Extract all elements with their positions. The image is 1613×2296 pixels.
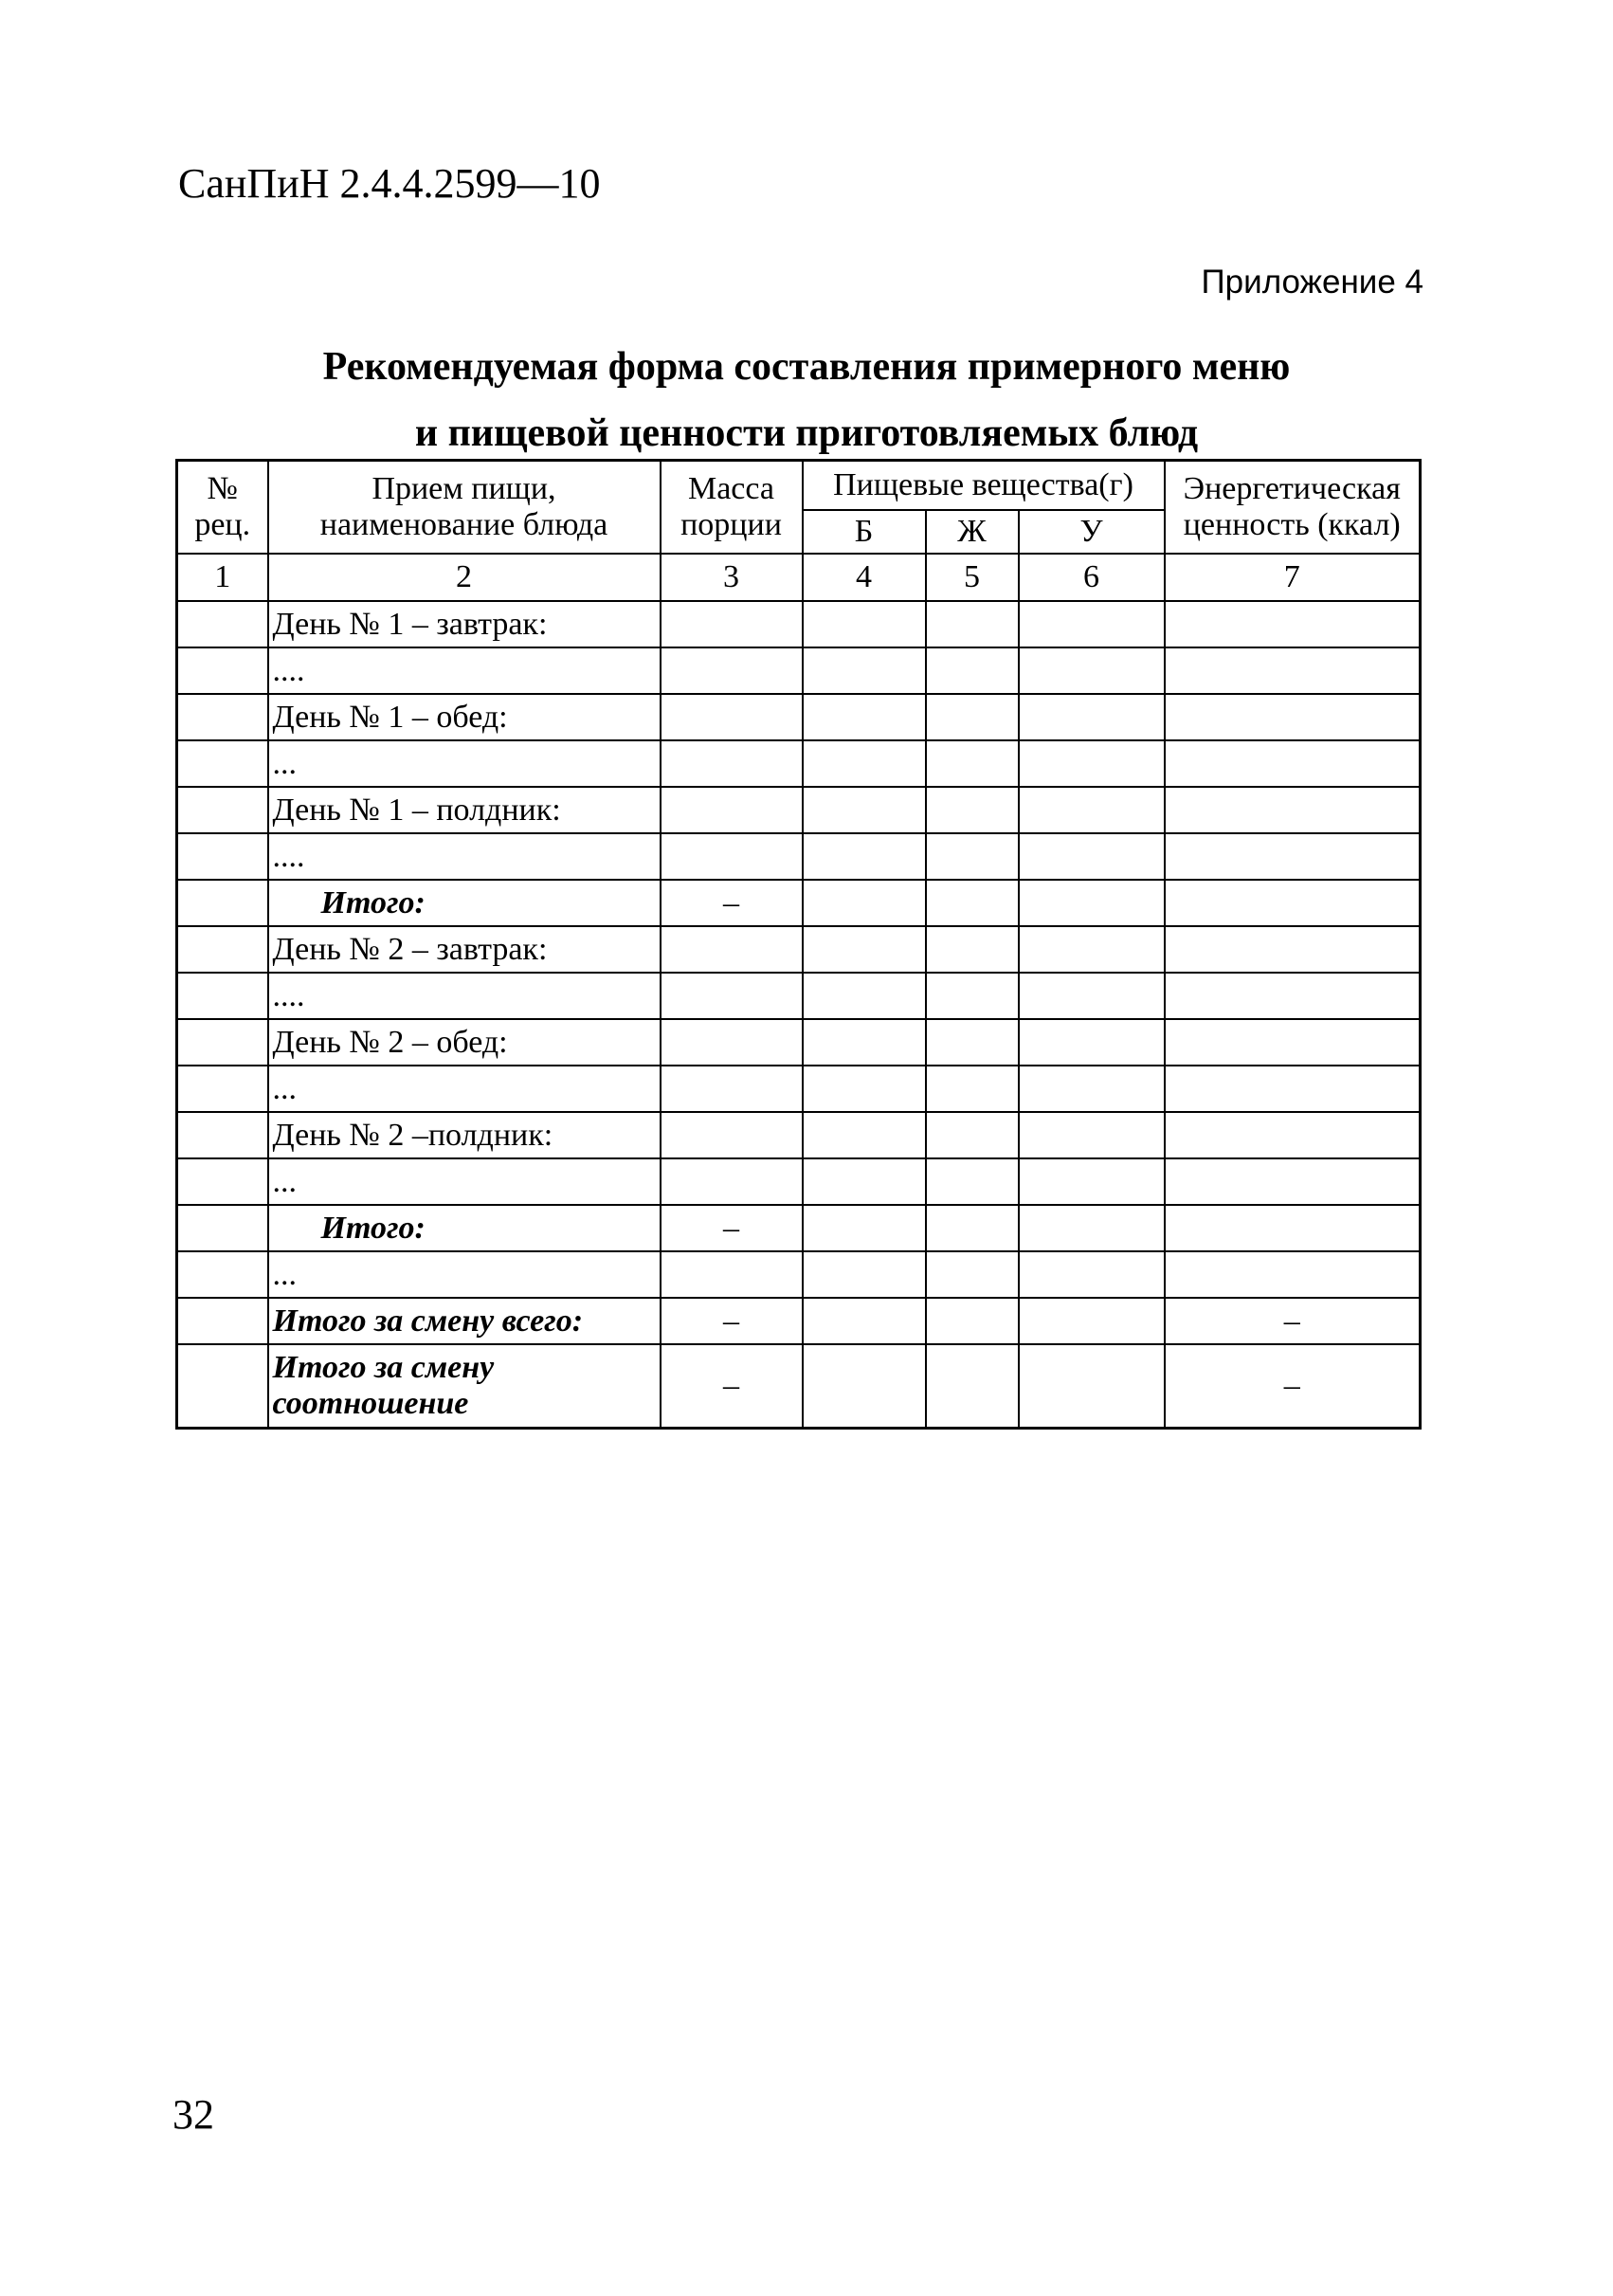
subtotal-row [177,880,1421,926]
protein-cell [803,1344,926,1429]
table-row [177,926,1421,973]
mass-cell [661,647,803,694]
protein-cell [803,647,926,694]
carbs-cell [1019,787,1165,833]
appendix-label: Приложение 4 [1201,264,1423,301]
carbs-cell [1019,1112,1165,1158]
col-header-meal: Прием пищи, наименование блюда [268,461,661,555]
carbs-cell [1019,740,1165,787]
table-row [177,647,1421,694]
protein-cell [803,833,926,880]
energy-cell [1165,1251,1421,1298]
mass-cell [661,1112,803,1158]
protein-cell [803,787,926,833]
energy-cell [1165,694,1421,740]
page-title [0,334,1613,466]
energy-cell [1165,647,1421,694]
rec-no-cell [177,1298,268,1344]
carbs-cell [1019,1019,1165,1066]
fat-cell [926,740,1019,787]
col-header-fat: Ж [926,510,1019,554]
table-row [177,694,1421,740]
protein-cell [803,1066,926,1112]
column-number: 2 [268,554,661,601]
carbs-cell [1019,1205,1165,1251]
rec-no-cell [177,1251,268,1298]
meal-name-cell: День № 2 – обед: [268,1019,661,1066]
fat-cell [926,1019,1019,1066]
fat-cell [926,787,1019,833]
energy-cell [1165,740,1421,787]
carbs-cell [1019,647,1165,694]
mass-cell: – [661,1298,803,1344]
col-header-nutrients: Пищевые вещества(г) [803,461,1165,511]
fat-cell [926,647,1019,694]
fat-cell [926,833,1019,880]
energy-cell [1165,973,1421,1019]
carbs-cell [1019,1298,1165,1344]
mass-cell [661,973,803,1019]
ratio-row [177,1344,1421,1429]
carbs-cell [1019,880,1165,926]
rec-no-cell [177,833,268,880]
meal-name-cell: ... [268,1066,661,1112]
mass-cell [661,926,803,973]
document-code: СанПиН 2.4.4.2599—10 [178,160,601,207]
meal-name-cell: День № 1 – обед: [268,694,661,740]
mass-cell [661,740,803,787]
protein-cell [803,1251,926,1298]
rec-no-cell [177,787,268,833]
fat-cell [926,1251,1019,1298]
table-row [177,1112,1421,1158]
protein-cell [803,1112,926,1158]
carbs-cell [1019,694,1165,740]
mass-cell [661,694,803,740]
table-row [177,1066,1421,1112]
fat-cell [926,1205,1019,1251]
mass-cell [661,833,803,880]
col-header-rec-no: № рец. [177,461,268,555]
rec-no-cell [177,647,268,694]
col-header-mass: Масса порции [661,461,803,555]
carbs-cell [1019,926,1165,973]
table-row [177,1019,1421,1066]
meal-name-cell: День № 1 – полдник: [268,787,661,833]
col-header-energy: Энергетическая ценность (ккал) [1165,461,1421,555]
meal-name-cell: День № 2 – завтрак: [268,926,661,973]
meal-name-cell: Итого: [268,1205,661,1251]
meal-name-cell: ... [268,1158,661,1205]
menu-table [175,459,1422,1430]
energy-cell [1165,1019,1421,1066]
meal-name-cell: День № 2 –полдник: [268,1112,661,1158]
mass-cell [661,787,803,833]
rec-no-cell [177,1158,268,1205]
mass-cell [661,1158,803,1205]
energy-cell: – [1165,1344,1421,1429]
carbs-cell [1019,973,1165,1019]
meal-name-cell: Итого за смену соотношение [268,1344,661,1429]
fat-cell [926,1298,1019,1344]
carbs-cell [1019,833,1165,880]
header-row-1 [177,461,1421,511]
column-number-row [177,554,1421,601]
mass-cell: – [661,1205,803,1251]
fat-cell [926,926,1019,973]
fat-cell [926,1344,1019,1429]
protein-cell [803,926,926,973]
rec-no-cell [177,1112,268,1158]
mass-cell [661,601,803,647]
protein-cell [803,601,926,647]
energy-cell: – [1165,1298,1421,1344]
carbs-cell [1019,1066,1165,1112]
table-row [177,833,1421,880]
col-header-protein: Б [803,510,926,554]
rec-no-cell [177,1019,268,1066]
meal-name-cell: .... [268,833,661,880]
rec-no-cell [177,1205,268,1251]
protein-cell [803,1298,926,1344]
table-row [177,740,1421,787]
column-number: 4 [803,554,926,601]
table-row [177,1158,1421,1205]
rec-no-cell [177,1066,268,1112]
rec-no-cell [177,601,268,647]
energy-cell [1165,833,1421,880]
table-row [177,1251,1421,1298]
meal-name-cell: ... [268,740,661,787]
fat-cell [926,1066,1019,1112]
meal-name-cell: .... [268,973,661,1019]
table-row [177,787,1421,833]
energy-cell [1165,787,1421,833]
fat-cell [926,973,1019,1019]
energy-cell [1165,1205,1421,1251]
rec-no-cell [177,1344,268,1429]
carbs-cell [1019,1251,1165,1298]
rec-no-cell [177,973,268,1019]
col-header-carbs: У [1019,510,1165,554]
protein-cell [803,973,926,1019]
fat-cell [926,601,1019,647]
rec-no-cell [177,694,268,740]
column-number: 1 [177,554,268,601]
subtotal-row [177,1205,1421,1251]
column-number: 3 [661,554,803,601]
energy-cell [1165,880,1421,926]
energy-cell [1165,1158,1421,1205]
fat-cell [926,694,1019,740]
mass-cell: – [661,1344,803,1429]
fat-cell [926,1158,1019,1205]
mass-cell [661,1251,803,1298]
mass-cell [661,1066,803,1112]
mass-cell [661,1019,803,1066]
page-number: 32 [172,2091,214,2138]
energy-cell [1165,926,1421,973]
column-number: 5 [926,554,1019,601]
total-row [177,1298,1421,1344]
protein-cell [803,1158,926,1205]
protein-cell [803,1019,926,1066]
column-number: 7 [1165,554,1421,601]
table-row [177,601,1421,647]
energy-cell [1165,1066,1421,1112]
protein-cell [803,694,926,740]
column-number: 6 [1019,554,1165,601]
energy-cell [1165,601,1421,647]
carbs-cell [1019,1158,1165,1205]
meal-name-cell: .... [268,647,661,694]
title-line-1: Рекомендуемая форма составления примерного меню [322,345,1291,389]
meal-name-cell: ... [268,1251,661,1298]
mass-cell: – [661,880,803,926]
meal-name-cell: Итого: [268,880,661,926]
rec-no-cell [177,740,268,787]
carbs-cell [1019,601,1165,647]
fat-cell [926,1112,1019,1158]
rec-no-cell [177,926,268,973]
protein-cell [803,1205,926,1251]
rec-no-cell [177,880,268,926]
title-line-2: и пищевой ценности приготовляемых блюд [414,411,1199,455]
meal-name-cell: Итого за смену всего: [268,1298,661,1344]
protein-cell [803,880,926,926]
meal-name-cell: День № 1 – завтрак: [268,601,661,647]
carbs-cell [1019,1344,1165,1429]
energy-cell [1165,1112,1421,1158]
table-row [177,973,1421,1019]
fat-cell [926,880,1019,926]
protein-cell [803,740,926,787]
